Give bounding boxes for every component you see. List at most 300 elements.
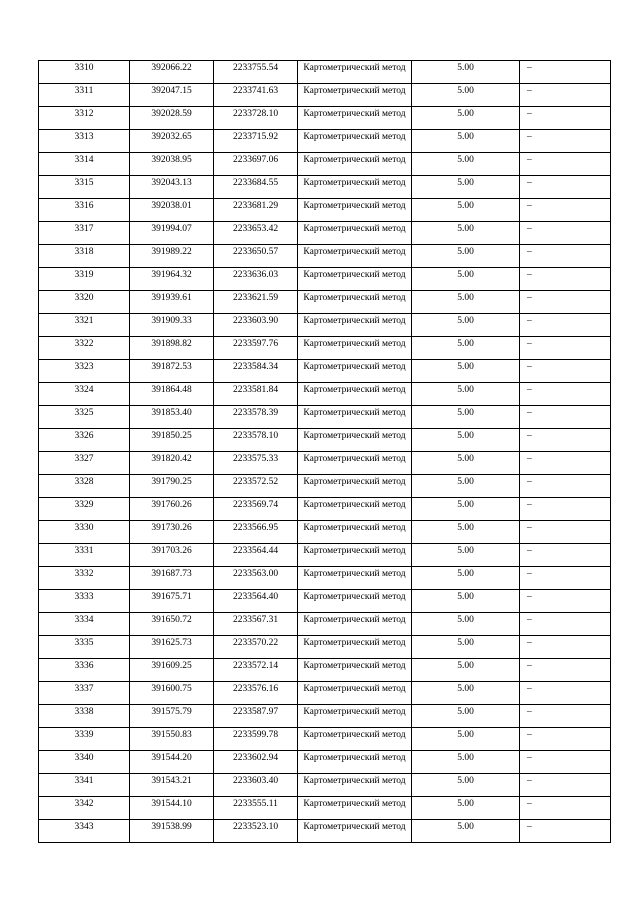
note-cell	[520, 705, 611, 728]
note-cell	[520, 314, 611, 337]
accuracy-cell	[412, 475, 520, 498]
method-cell-text: Картометрический метод	[303, 362, 406, 372]
accuracy-cell	[412, 314, 520, 337]
note-cell-text: –	[527, 638, 532, 648]
method-cell-text: Картометрический метод	[303, 63, 406, 73]
method-cell	[298, 268, 412, 291]
y-coordinate-cell	[214, 728, 298, 751]
method-cell	[298, 521, 412, 544]
accuracy-cell-text: 5.00	[457, 477, 474, 487]
note-cell-text: –	[527, 155, 532, 165]
note-cell-text: –	[527, 500, 532, 510]
accuracy-cell	[412, 245, 520, 268]
accuracy-cell	[412, 84, 520, 107]
table-row	[39, 544, 611, 567]
accuracy-cell	[412, 590, 520, 613]
accuracy-cell-text: 5.00	[457, 822, 474, 832]
y-coordinate-cell	[214, 153, 298, 176]
x-coordinate-cell-text: 392038.01	[151, 201, 192, 211]
point-number-cell	[39, 820, 130, 843]
note-cell	[520, 521, 611, 544]
method-cell	[298, 429, 412, 452]
y-coordinate-cell	[214, 429, 298, 452]
accuracy-cell	[412, 222, 520, 245]
y-coordinate-cell-text: 2233564.44	[232, 546, 279, 556]
point-number-cell	[39, 774, 130, 797]
x-coordinate-cell-text: 392066.22	[151, 63, 192, 73]
x-coordinate-cell	[130, 682, 214, 705]
accuracy-cell-text: 5.00	[457, 132, 474, 142]
method-cell-text: Картометрический метод	[303, 776, 406, 786]
method-cell	[298, 337, 412, 360]
point-number-cell-text: 3310	[74, 63, 94, 73]
note-cell	[520, 61, 611, 84]
point-number-cell	[39, 475, 130, 498]
accuracy-cell-text: 5.00	[457, 109, 474, 119]
y-coordinate-cell-text: 2233587.97	[232, 707, 279, 717]
method-cell-text: Картометрический метод	[303, 408, 406, 418]
note-cell	[520, 636, 611, 659]
note-cell	[520, 452, 611, 475]
point-number-cell	[39, 268, 130, 291]
table-row	[39, 176, 611, 199]
table-row	[39, 452, 611, 475]
x-coordinate-cell-text: 391939.61	[151, 293, 192, 303]
note-cell-text: –	[527, 776, 532, 786]
accuracy-cell	[412, 521, 520, 544]
y-coordinate-cell-text: 2233575.33	[232, 454, 279, 464]
point-number-cell	[39, 130, 130, 153]
x-coordinate-cell	[130, 84, 214, 107]
method-cell-text: Картометрический метод	[303, 477, 406, 487]
y-coordinate-cell	[214, 176, 298, 199]
accuracy-cell-text: 5.00	[457, 753, 474, 763]
method-cell-text: Картометрический метод	[303, 86, 406, 96]
method-cell	[298, 383, 412, 406]
accuracy-cell-text: 5.00	[457, 615, 474, 625]
table-row	[39, 291, 611, 314]
point-number-cell	[39, 544, 130, 567]
y-coordinate-cell	[214, 797, 298, 820]
accuracy-cell-text: 5.00	[457, 684, 474, 694]
x-coordinate-cell-text: 391687.73	[151, 569, 192, 579]
point-number-cell	[39, 176, 130, 199]
x-coordinate-cell-text: 391820.42	[151, 454, 192, 464]
table-row	[39, 682, 611, 705]
accuracy-cell-text: 5.00	[457, 155, 474, 165]
x-coordinate-cell-text: 392028.59	[151, 109, 192, 119]
x-coordinate-cell	[130, 314, 214, 337]
table-row	[39, 475, 611, 498]
y-coordinate-cell-text: 2233572.14	[232, 661, 279, 671]
point-number-cell	[39, 567, 130, 590]
accuracy-cell	[412, 797, 520, 820]
note-cell	[520, 728, 611, 751]
table-row	[39, 728, 611, 751]
accuracy-cell-text: 5.00	[457, 730, 474, 740]
accuracy-cell	[412, 820, 520, 843]
accuracy-cell	[412, 176, 520, 199]
table-row	[39, 314, 611, 337]
point-number-cell-text: 3320	[74, 293, 94, 303]
point-number-cell	[39, 751, 130, 774]
y-coordinate-cell	[214, 291, 298, 314]
method-cell	[298, 61, 412, 84]
x-coordinate-cell-text: 391538.99	[151, 822, 192, 832]
point-number-cell-text: 3324	[74, 385, 94, 395]
method-cell-text: Картометрический метод	[303, 109, 406, 119]
note-cell-text: –	[527, 362, 532, 372]
x-coordinate-cell	[130, 544, 214, 567]
point-number-cell	[39, 705, 130, 728]
point-number-cell-text: 3334	[74, 615, 94, 625]
table-row	[39, 613, 611, 636]
accuracy-cell-text: 5.00	[457, 546, 474, 556]
note-cell-text: –	[527, 454, 532, 464]
y-coordinate-cell-text: 2233570.22	[232, 638, 279, 648]
x-coordinate-cell-text: 391989.22	[151, 247, 192, 257]
accuracy-cell-text: 5.00	[457, 523, 474, 533]
accuracy-cell-text: 5.00	[457, 431, 474, 441]
point-number-cell	[39, 797, 130, 820]
point-number-cell	[39, 498, 130, 521]
method-cell-text: Картометрический метод	[303, 316, 406, 326]
note-cell-text: –	[527, 63, 532, 73]
accuracy-cell-text: 5.00	[457, 293, 474, 303]
table-row	[39, 751, 611, 774]
y-coordinate-cell-text: 2233578.10	[232, 431, 279, 441]
point-number-cell-text: 3325	[74, 408, 94, 418]
accuracy-cell	[412, 107, 520, 130]
note-cell-text: –	[527, 615, 532, 625]
note-cell	[520, 176, 611, 199]
y-coordinate-cell	[214, 521, 298, 544]
method-cell	[298, 498, 412, 521]
y-coordinate-cell	[214, 130, 298, 153]
accuracy-cell	[412, 613, 520, 636]
point-number-cell	[39, 659, 130, 682]
method-cell-text: Картометрический метод	[303, 546, 406, 556]
note-cell	[520, 222, 611, 245]
x-coordinate-cell	[130, 498, 214, 521]
y-coordinate-cell	[214, 636, 298, 659]
point-number-cell-text: 3342	[74, 799, 94, 809]
point-number-cell-text: 3337	[74, 684, 94, 694]
method-cell	[298, 659, 412, 682]
table-row	[39, 245, 611, 268]
accuracy-cell-text: 5.00	[457, 385, 474, 395]
y-coordinate-cell	[214, 544, 298, 567]
point-number-cell-text: 3321	[74, 316, 94, 326]
method-cell-text: Картометрический метод	[303, 822, 406, 832]
method-cell	[298, 682, 412, 705]
method-cell	[298, 567, 412, 590]
method-cell	[298, 360, 412, 383]
table-row	[39, 636, 611, 659]
y-coordinate-cell	[214, 61, 298, 84]
point-number-cell	[39, 199, 130, 222]
point-number-cell-text: 3313	[74, 132, 94, 142]
accuracy-cell	[412, 383, 520, 406]
note-cell-text: –	[527, 385, 532, 395]
x-coordinate-cell-text: 391760.26	[151, 500, 192, 510]
note-cell	[520, 659, 611, 682]
note-cell-text: –	[527, 109, 532, 119]
method-cell	[298, 797, 412, 820]
method-cell-text: Картометрический метод	[303, 684, 406, 694]
table-row	[39, 61, 611, 84]
point-number-cell-text: 3329	[74, 500, 94, 510]
point-number-cell	[39, 107, 130, 130]
note-cell-text: –	[527, 569, 532, 579]
point-number-cell-text: 3338	[74, 707, 94, 717]
method-cell-text: Картометрический метод	[303, 155, 406, 165]
accuracy-cell	[412, 452, 520, 475]
x-coordinate-cell	[130, 613, 214, 636]
x-coordinate-cell	[130, 452, 214, 475]
note-cell	[520, 268, 611, 291]
accuracy-cell-text: 5.00	[457, 316, 474, 326]
y-coordinate-cell-text: 2233569.74	[232, 500, 279, 510]
accuracy-cell	[412, 360, 520, 383]
table-row	[39, 774, 611, 797]
x-coordinate-cell	[130, 475, 214, 498]
accuracy-cell-text: 5.00	[457, 799, 474, 809]
note-cell	[520, 429, 611, 452]
note-cell	[520, 291, 611, 314]
accuracy-cell	[412, 61, 520, 84]
method-cell	[298, 176, 412, 199]
accuracy-cell-text: 5.00	[457, 638, 474, 648]
y-coordinate-cell	[214, 245, 298, 268]
x-coordinate-cell	[130, 429, 214, 452]
x-coordinate-cell-text: 392038.95	[151, 155, 192, 165]
point-number-cell-text: 3339	[74, 730, 94, 740]
y-coordinate-cell	[214, 820, 298, 843]
y-coordinate-cell	[214, 268, 298, 291]
method-cell	[298, 130, 412, 153]
method-cell	[298, 314, 412, 337]
accuracy-cell	[412, 567, 520, 590]
y-coordinate-cell	[214, 705, 298, 728]
point-number-cell	[39, 291, 130, 314]
x-coordinate-cell	[130, 153, 214, 176]
table-row	[39, 130, 611, 153]
accuracy-cell	[412, 498, 520, 521]
note-cell	[520, 475, 611, 498]
x-coordinate-cell	[130, 130, 214, 153]
point-number-cell	[39, 636, 130, 659]
note-cell	[520, 751, 611, 774]
method-cell-text: Картометрический метод	[303, 638, 406, 648]
accuracy-cell	[412, 774, 520, 797]
accuracy-cell-text: 5.00	[457, 247, 474, 257]
note-cell	[520, 337, 611, 360]
note-cell	[520, 199, 611, 222]
y-coordinate-cell-text: 2233684.55	[232, 178, 279, 188]
note-cell-text: –	[527, 201, 532, 211]
y-coordinate-cell-text: 2233697.06	[232, 155, 279, 165]
note-cell-text: –	[527, 247, 532, 257]
x-coordinate-cell	[130, 590, 214, 613]
method-cell-text: Картометрический метод	[303, 569, 406, 579]
point-number-cell	[39, 521, 130, 544]
y-coordinate-cell-text: 2233566.95	[232, 523, 279, 533]
x-coordinate-cell-text: 391864.48	[151, 385, 192, 395]
accuracy-cell	[412, 153, 520, 176]
point-number-cell	[39, 406, 130, 429]
note-cell	[520, 130, 611, 153]
table-row	[39, 337, 611, 360]
y-coordinate-cell-text: 2233572.52	[232, 477, 279, 487]
point-number-cell	[39, 590, 130, 613]
note-cell	[520, 84, 611, 107]
table-row	[39, 659, 611, 682]
method-cell-text: Картометрический метод	[303, 661, 406, 671]
note-cell	[520, 590, 611, 613]
note-cell	[520, 797, 611, 820]
note-cell-text: –	[527, 477, 532, 487]
point-number-cell	[39, 153, 130, 176]
note-cell-text: –	[527, 684, 532, 694]
y-coordinate-cell-text: 2233576.16	[232, 684, 279, 694]
x-coordinate-cell-text: 391730.26	[151, 523, 192, 533]
point-number-cell-text: 3330	[74, 523, 94, 533]
note-cell-text: –	[527, 224, 532, 234]
accuracy-cell	[412, 544, 520, 567]
method-cell-text: Картометрический метод	[303, 730, 406, 740]
method-cell	[298, 544, 412, 567]
method-cell-text: Картометрический метод	[303, 615, 406, 625]
y-coordinate-cell-text: 2233636.03	[232, 270, 279, 280]
method-cell-text: Картометрический метод	[303, 178, 406, 188]
note-cell	[520, 820, 611, 843]
y-coordinate-cell	[214, 682, 298, 705]
method-cell-text: Картометрический метод	[303, 293, 406, 303]
point-number-cell-text: 3318	[74, 247, 94, 257]
y-coordinate-cell	[214, 84, 298, 107]
y-coordinate-cell-text: 2233603.40	[232, 776, 279, 786]
accuracy-cell	[412, 130, 520, 153]
y-coordinate-cell	[214, 590, 298, 613]
y-coordinate-cell	[214, 360, 298, 383]
accuracy-cell	[412, 728, 520, 751]
note-cell	[520, 360, 611, 383]
y-coordinate-cell	[214, 383, 298, 406]
method-cell-text: Картометрический метод	[303, 385, 406, 395]
table-row	[39, 498, 611, 521]
y-coordinate-cell-text: 2233653.42	[232, 224, 279, 234]
accuracy-cell	[412, 682, 520, 705]
x-coordinate-cell-text: 391994.07	[151, 224, 192, 234]
y-coordinate-cell-text: 2233741.63	[232, 86, 279, 96]
accuracy-cell-text: 5.00	[457, 592, 474, 602]
accuracy-cell	[412, 337, 520, 360]
x-coordinate-cell-text: 391550.83	[151, 730, 192, 740]
accuracy-cell	[412, 429, 520, 452]
accuracy-cell	[412, 636, 520, 659]
x-coordinate-cell	[130, 567, 214, 590]
method-cell	[298, 774, 412, 797]
y-coordinate-cell	[214, 222, 298, 245]
accuracy-cell	[412, 199, 520, 222]
point-number-cell-text: 3315	[74, 178, 94, 188]
y-coordinate-cell	[214, 567, 298, 590]
accuracy-cell-text: 5.00	[457, 224, 474, 234]
point-number-cell-text: 3341	[74, 776, 94, 786]
y-coordinate-cell-text: 2233681.29	[232, 201, 279, 211]
x-coordinate-cell-text: 391703.26	[151, 546, 192, 556]
x-coordinate-cell-text: 392032.65	[151, 132, 192, 142]
method-cell-text: Картометрический метод	[303, 753, 406, 763]
note-cell-text: –	[527, 339, 532, 349]
x-coordinate-cell	[130, 774, 214, 797]
note-cell-text: –	[527, 523, 532, 533]
y-coordinate-cell	[214, 406, 298, 429]
coordinates-table	[38, 60, 611, 843]
table-row	[39, 590, 611, 613]
point-number-cell-text: 3326	[74, 431, 94, 441]
table-row	[39, 567, 611, 590]
method-cell-text: Картометрический метод	[303, 270, 406, 280]
method-cell-text: Картометрический метод	[303, 707, 406, 717]
x-coordinate-cell-text: 391675.71	[151, 592, 192, 602]
x-coordinate-cell-text: 391850.25	[151, 431, 192, 441]
x-coordinate-cell-text: 391650.72	[151, 615, 192, 625]
point-number-cell-text: 3322	[74, 339, 94, 349]
method-cell-text: Картометрический метод	[303, 201, 406, 211]
note-cell-text: –	[527, 822, 532, 832]
method-cell-text: Картометрический метод	[303, 132, 406, 142]
point-number-cell	[39, 429, 130, 452]
note-cell-text: –	[527, 316, 532, 326]
x-coordinate-cell-text: 391575.79	[151, 707, 192, 717]
method-cell-text: Картометрический метод	[303, 523, 406, 533]
table-row	[39, 797, 611, 820]
note-cell	[520, 682, 611, 705]
x-coordinate-cell	[130, 383, 214, 406]
method-cell-text: Картометрический метод	[303, 592, 406, 602]
x-coordinate-cell-text: 391964.32	[151, 270, 192, 280]
x-coordinate-cell	[130, 176, 214, 199]
y-coordinate-cell	[214, 475, 298, 498]
x-coordinate-cell	[130, 797, 214, 820]
y-coordinate-cell-text: 2233523.10	[232, 822, 279, 832]
y-coordinate-cell-text: 2233728.10	[232, 109, 279, 119]
method-cell	[298, 222, 412, 245]
point-number-cell-text: 3332	[74, 569, 94, 579]
accuracy-cell-text: 5.00	[457, 707, 474, 717]
accuracy-cell-text: 5.00	[457, 201, 474, 211]
x-coordinate-cell-text: 391898.82	[151, 339, 192, 349]
y-coordinate-cell	[214, 659, 298, 682]
accuracy-cell-text: 5.00	[457, 776, 474, 786]
note-cell	[520, 613, 611, 636]
method-cell	[298, 84, 412, 107]
method-cell	[298, 291, 412, 314]
y-coordinate-cell-text: 2233578.39	[232, 408, 279, 418]
accuracy-cell-text: 5.00	[457, 500, 474, 510]
method-cell	[298, 107, 412, 130]
table-row	[39, 153, 611, 176]
accuracy-cell-text: 5.00	[457, 178, 474, 188]
point-number-cell-text: 3323	[74, 362, 94, 372]
y-coordinate-cell	[214, 199, 298, 222]
accuracy-cell	[412, 406, 520, 429]
accuracy-cell-text: 5.00	[457, 270, 474, 280]
note-cell	[520, 107, 611, 130]
note-cell-text: –	[527, 293, 532, 303]
